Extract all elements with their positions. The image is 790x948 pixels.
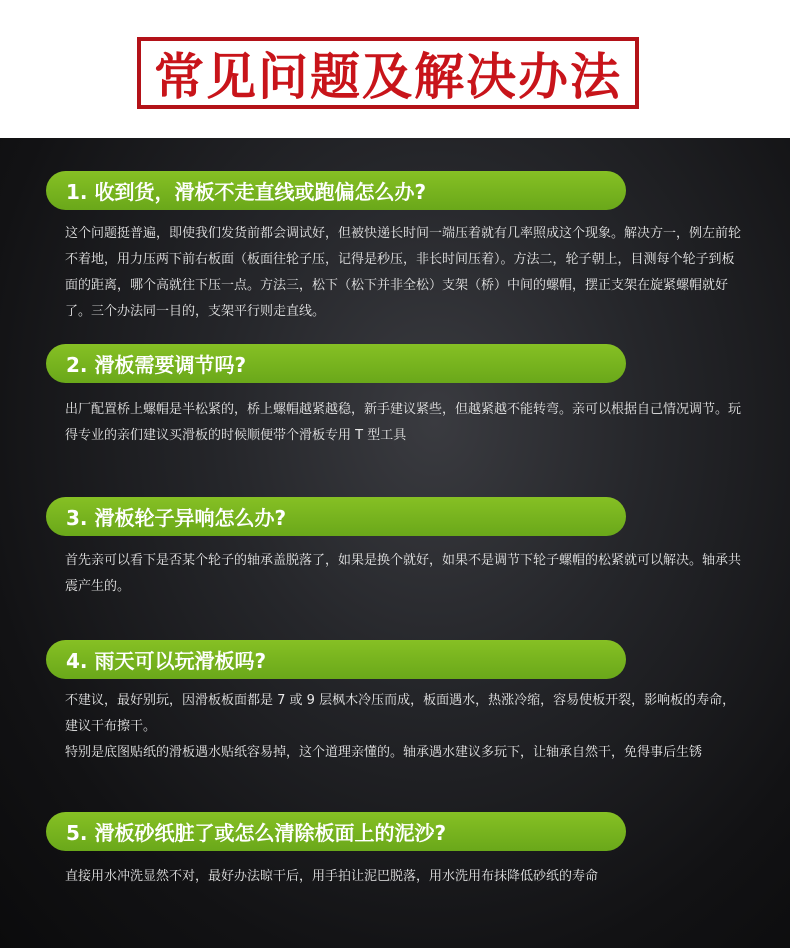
faq-question-3 — [46, 497, 626, 536]
faq-question-text: 3. 滑板轮子异响怎么办? — [66, 506, 287, 530]
faq-question-text: 1. 收到货，滑板不走直线或跑偏怎么办? — [66, 180, 427, 204]
title-frame — [137, 37, 639, 109]
faq-answer-text: 出厂配置桥上螺帽是半松紧的，桥上螺帽越紧越稳，新手建议紧些，但越紧越不能转弯。亲可以根据自己情况调节。玩得专业的亲们建议买滑板的时候顺便带个滑板专用 T 型工具 — [65, 402, 742, 443]
faq-question-text: 2. 滑板需要调节吗? — [66, 353, 247, 377]
faq-answer-text: 这个问题挺普遍，即使我们发货前都会调试好，但被快递长时间一端压着就有几率照成这个现象。解决方一，例左前轮不着地，用力压两下前右板面（板面往轮子压，记得是秒压，非长时间压着）。方法二，轮子朝上，目测每个轮子到板面的距离，哪个高就往下压一点。方法三，松下（松下并非全松）支架（桥）中间的螺帽，摆正支架在旋紧螺帽就好了。三个办法同一目的，支架平行则走直线。 — [65, 226, 742, 319]
faq-answer-1 — [65, 221, 747, 325]
faq-question-text: 5. 滑板砂纸脏了或怎么清除板面上的泥沙? — [66, 821, 447, 845]
faq-answer-text: 直接用水冲洗显然不对，最好办法晾干后，用手拍让泥巴脱落，用水洗用布抹降低砂纸的寿命 — [65, 869, 599, 884]
faq-question-text: 4. 雨天可以玩滑板吗? — [66, 649, 267, 673]
faq-question-1 — [46, 171, 626, 210]
faq-answer-text: 不建议，最好别玩，因滑板板面都是 7 或 9 层枫木冷压而成，板面遇水，热涨冷缩，容易使板开裂，影响板的寿命，建议干布擦干。 — [65, 693, 736, 734]
header — [0, 0, 790, 138]
page-title: 常见问题及解决办法 — [154, 48, 622, 106]
faq-question-2 — [46, 344, 626, 383]
faq-question-4 — [46, 640, 626, 679]
faq-answer-5 — [65, 864, 747, 890]
faq-question-5 — [46, 812, 626, 851]
faq-answer-4 — [65, 688, 747, 766]
faq-answer-2 — [65, 397, 747, 449]
faq-answer-3 — [65, 548, 747, 600]
faq-answer-text: 特别是底图贴纸的滑板遇水贴纸容易掉，这个道理亲懂的。轴承遇水建议多玩下，让轴承自然干，免得事后生锈 — [65, 745, 703, 760]
faq-answer-text: 首先亲可以看下是否某个轮子的轴承盖脱落了，如果是换个就好，如果不是调节下轮子螺帽的松紧就可以解决。轴承共震产生的。 — [65, 553, 742, 594]
faq-panel — [0, 138, 790, 948]
